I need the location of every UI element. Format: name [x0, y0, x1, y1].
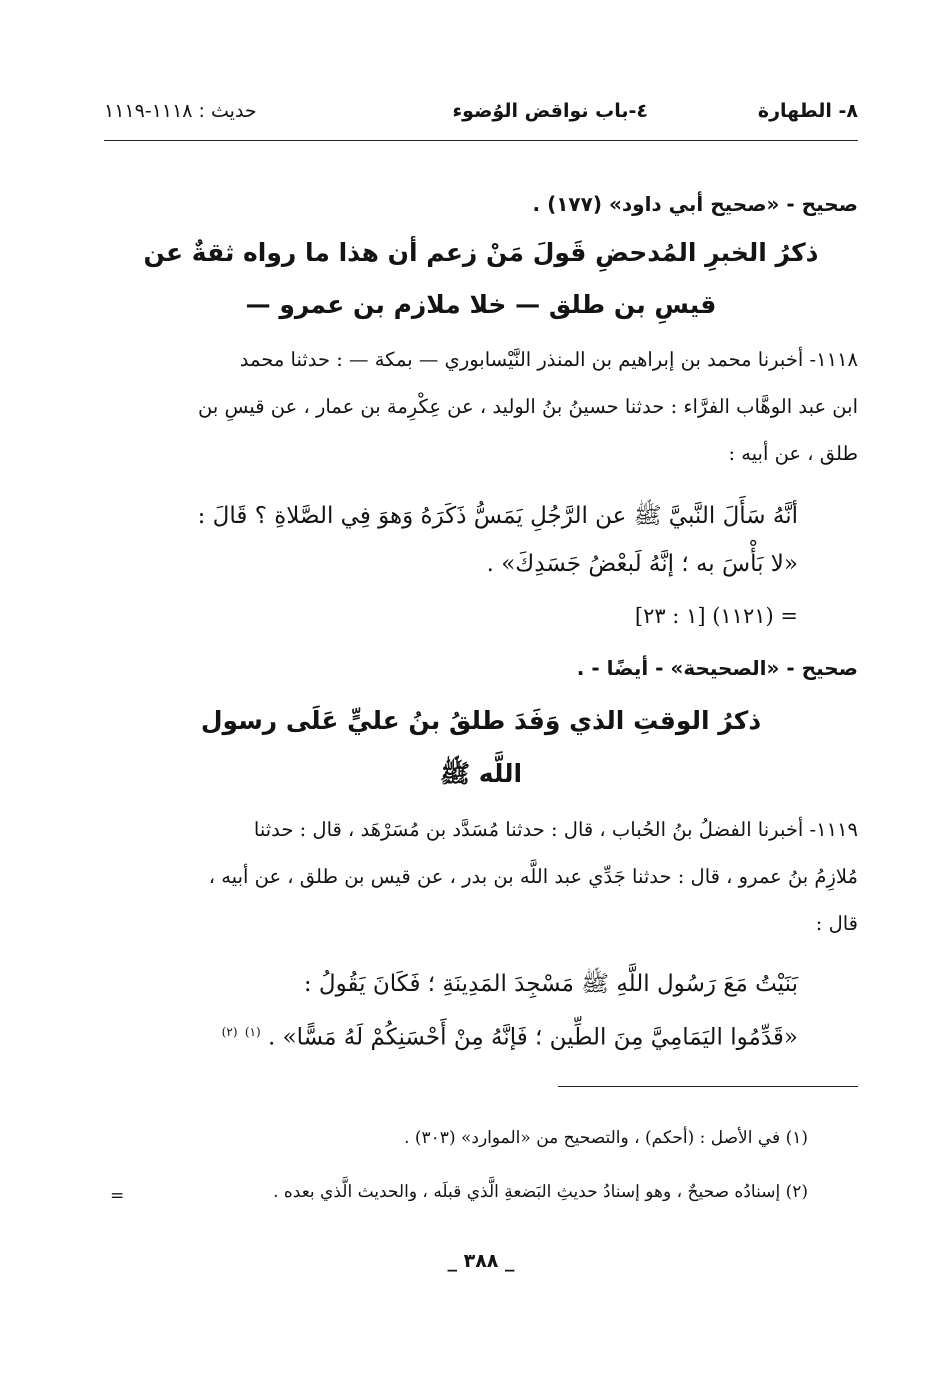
header-rule [104, 140, 858, 141]
running-header [104, 96, 858, 136]
hadith-1119-isnad [104, 806, 858, 947]
hadith-1119-matn [104, 960, 798, 1062]
matn-line: أنَّهُ سَأَلَ النَّبيَّ ﷺ عن الرَّجُلِ يَمَسُّ ذَكَرَهُ وَهوَ فِي الصَّلاةِ ؟ قَالَ : [197, 503, 798, 529]
header-hadith-range: حديث : ١١١٨-١١١٩ [104, 100, 257, 122]
isnad-line: طلق ، عن أبيه : [728, 442, 858, 465]
isnad-line: مُلازِمُ بنُ عمرو ، قال : حدثنا جَدِّي عبد اللَّه بن بدر ، عن قيس بن طلق ، عن أبيه ، [208, 865, 858, 888]
isnad-line: ابن عبد الوهَّاب الفرَّاء : حدثنا حسينُ بنُ الوليد ، عن عِكْرِمة بن عمار ، عن قيسِ بن [198, 395, 858, 418]
footnote-ref-1: (١) [244, 1025, 261, 1039]
book-page [104, 0, 858, 1373]
section-heading-1-line-2: قيسِ بن طلق — خلا ملازم بن عمرو — [245, 290, 717, 319]
footnote-1: (١) في الأصل : (أحكم) ، والتصحيح من «الموارد» (٣٠٣) . [404, 1128, 808, 1148]
footnote-ref-2: (٢) [221, 1025, 238, 1039]
matn-line: «لا بَأْسَ به ؛ إنَّهُ لَبعْضُ جَسَدِكَ» . [486, 551, 798, 577]
isnad-line: ١١١٨- أخبرنا محمد بن إبراهيم بن المنذر النَّيْسابوري — بمكة — : حدثنا محمد [239, 348, 858, 371]
hadith-1118-cross-reference: = (١١٢١) [١ : ٢٣] [634, 604, 798, 628]
matn-line: «قَدِّمُوا اليَمَامِيَّ مِنَ الطِّين ؛ فَإنَّهُ مِنْ أَحْسَنِكُمْ لَهُ مَسًّا» . $^{(١)}$ $^{(٢)}$ [221, 1024, 798, 1051]
section-heading-1-line-1: ذكرُ الخبرِ المُدحضِ قَولَ مَنْ زعم أن هذا ما رواه ثقةٌ عن [143, 238, 819, 267]
footnote-2: (٢) إسنادُه صحيحٌ ، وهو إسنادُ حديثِ البَضعةِ الَّذي قبلَه ، والحديث الَّذي بعده . [273, 1182, 808, 1202]
grade-line-1: صحيح - «صحيح أبي داود» (١٧٧) . [532, 192, 858, 216]
hadith-1118-matn [104, 492, 798, 588]
matn-line: بَنَيْتُ مَعَ رَسُول اللَّهِ ﷺ مَسْجِدَ المَدِينَةِ ؛ فَكَانَ يَقُولُ : [303, 971, 798, 997]
grade-line-2: صحيح - «الصحيحة» - أيضًا - . [576, 656, 858, 680]
header-chapter: ٨- الطهارة [757, 100, 858, 122]
isnad-line: قال : [815, 912, 858, 935]
page-number: _ ٣٨٨ _ [447, 1250, 515, 1272]
continued-mark: = [110, 1186, 125, 1206]
section-heading-2-line-2: اللَّه ﷺ [439, 759, 523, 788]
header-section: ٤-باب نواقض الوُضوء [452, 100, 648, 122]
section-heading-2-line-1: ذكرُ الوقتِ الذي وَفَدَ طلقُ بنُ عليٍّ عَلَى رسول [200, 706, 762, 735]
footnote-rule [558, 1086, 858, 1087]
hadith-1118-isnad [104, 336, 858, 477]
isnad-line: ١١١٩- أخبرنا الفضلُ بنُ الحُباب ، قال : حدثنا مُسَدَّد بن مُسَرْهَد ، قال : حدثنا [253, 818, 858, 841]
